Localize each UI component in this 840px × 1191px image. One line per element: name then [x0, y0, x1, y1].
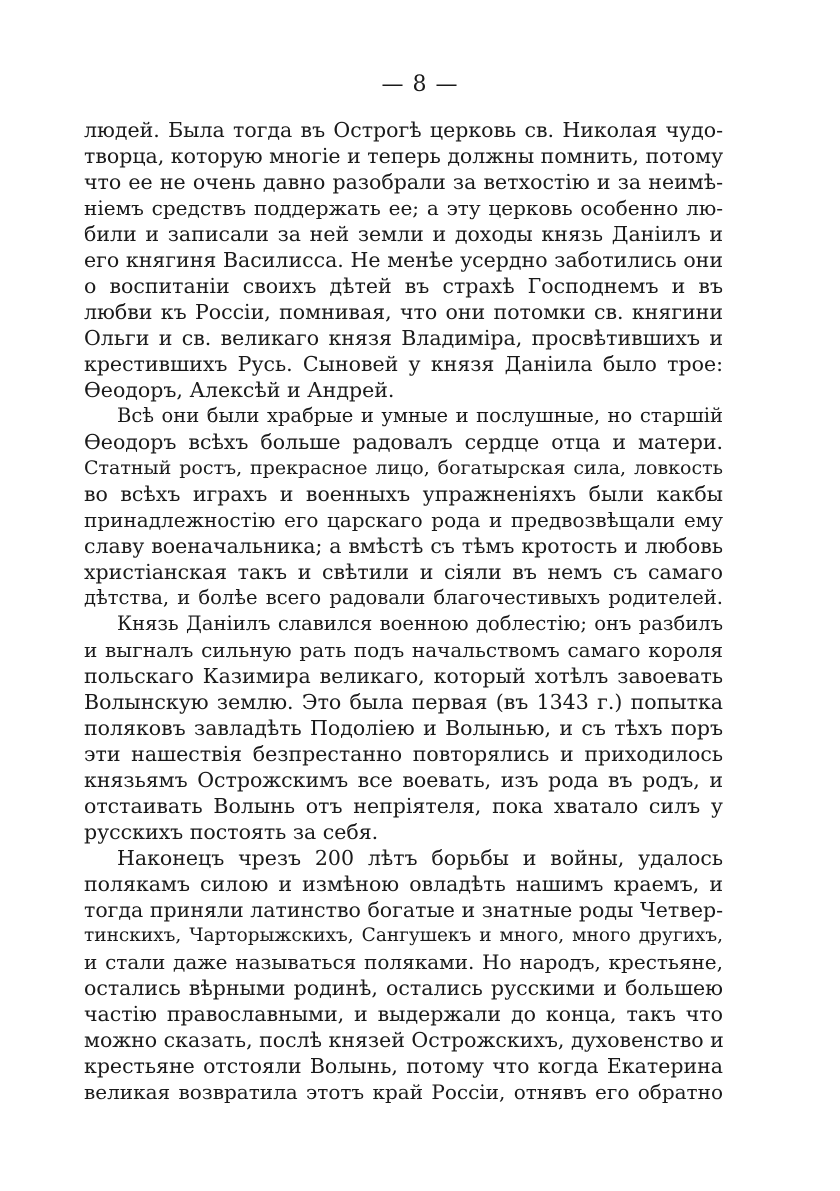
text-line: крестьяне отстояли Волынь, потому что когда Екатерина: [84, 1054, 723, 1078]
text-line: людей. Была тогда въ Острогѣ церковь св. Николая чудо-: [84, 118, 723, 142]
text-line: о воспитаніи своихъ дѣтей въ страхѣ Господнемъ и въ: [84, 274, 723, 298]
text-line: и стали даже называться поляками. Но народъ, крестьяне,: [84, 950, 723, 974]
text-line: принадлежностію его царскаго рода и предвозвѣщали ему: [84, 508, 723, 532]
text-line: во всѣхъ играхъ и военныхъ упражненіяхъ были какбы: [84, 482, 723, 506]
text-line: русскихъ постоять за себя.: [84, 820, 379, 844]
text-line: Всѣ они были храбрые и умные и послушные, но старшій: [117, 404, 723, 427]
text-line: Ѳеодоръ, Алексѣй и Андрей.: [84, 378, 395, 402]
text-line: поляковъ завладѣть Подоліею и Волынью, и съ тѣхъ поръ: [84, 716, 723, 740]
text-line: польскаго Казимира великаго, который хотѣлъ завоевать: [84, 664, 723, 688]
text-line: творца, которую многіе и теперь должны помнить, потому: [84, 144, 724, 168]
text-line: Ольги и св. великаго князя Владиміра, просвѣтившихъ и: [84, 326, 723, 350]
text-line: эти нашествія безпрестанно повторялись и приходилось: [84, 742, 723, 766]
text-line: можно сказать, послѣ князей Острожскихъ, духовенство и: [84, 1028, 724, 1052]
text-line: любви къ Россіи, помнивая, что они потомки св. княгини: [84, 300, 723, 324]
text-line: князьямъ Острожскимъ все воевать, изъ рода въ родъ, и: [84, 768, 723, 792]
text-line: били и записали за ней земли и доходы князь Даніилъ и: [84, 222, 723, 246]
text-line: великая возвратила этотъ край Россіи, отнявъ его обратно: [84, 1080, 723, 1104]
text-line: полякамъ силою и измѣною овладѣть нашимъ краемъ, и: [84, 872, 723, 896]
text-line: Князь Даніилъ славился военною доблестію; онъ разбилъ: [117, 612, 723, 635]
text-line: тинскихъ, Чарторыжскихъ, Сангушекъ и много, много другихъ,: [84, 925, 723, 946]
text-line: Наконецъ чрезъ 200 лѣтъ борьбы и войны, удалось: [117, 846, 723, 870]
text-line: отстаивать Волынь отъ непріятеля, пока хватало силъ у: [84, 794, 723, 818]
text-line: Статный ростъ, прекрасное лицо, богатырская сила, ловкость: [84, 457, 723, 479]
text-line: ніемъ средствъ поддержать ее; а эту церковь особенно лю-: [84, 196, 723, 220]
text-line: дѣтства, и болѣе всего радовали благочестивыхъ родителей.: [84, 586, 723, 609]
text-line: его княгиня Василисса. Не менѣе усердно заботились они: [84, 248, 723, 272]
text-line: что ее не очень давно разобрали за ветхостію и за неимѣ-: [84, 170, 723, 194]
text-line: крестившихъ Русь. Сыновей у князя Даніила было трое:: [84, 352, 723, 376]
text-line: тогда приняли латинство богатые и знатные роды Четвер-: [84, 898, 723, 922]
page-number: — 8 —: [381, 72, 459, 97]
text-line: остались вѣрными родинѣ, остались русскими и большею: [84, 976, 723, 1000]
text-line: христіанская такъ и свѣтили и сіяли въ немъ съ самаго: [84, 560, 723, 584]
text-line: Ѳеодоръ всѣхъ больше радовалъ сердце отца и матери.: [84, 430, 723, 454]
text-line: частію православными, и выдержали до конца, такъ что: [84, 1002, 723, 1026]
text-line: славу военачальника; а вмѣстѣ съ тѣмъ кротость и любовь: [84, 534, 723, 558]
text-line: Волынскую землю. Это была первая (въ 1343 г.) попытка: [84, 690, 723, 714]
text-line: и выгналъ сильную рать подъ начальствомъ самаго короля: [84, 638, 723, 662]
